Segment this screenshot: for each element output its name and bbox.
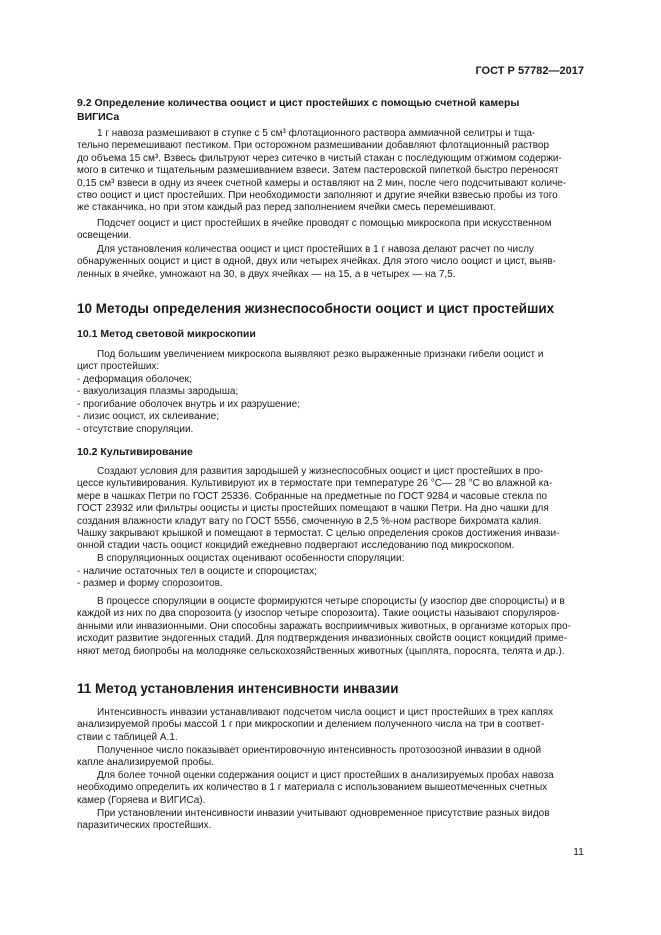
text-line: исходит развитие эндогенных стадий. Для подтверждения инвазионных свойств ооцист кокцидий приме-: [77, 633, 568, 645]
text-line: Создают условия для развития зародышей у жизнеспособных ооцист и цист простейших в про-: [97, 466, 544, 477]
text-line: При установлении интенсивности инвазии учитывают одновременное присутствие разных видов: [97, 808, 550, 819]
text-line: В споруляционных ооцистах оценивают особенности споруляции:: [97, 553, 405, 564]
text-line: В процессе споруляции в ооцисте формируются четыре спороцисты (у изоспор две спороцисты) и в: [97, 596, 565, 607]
text-line: Подсчет ооцист и цист простейших в ячейке проводят с помощью микроскопа при искусственном: [97, 218, 552, 229]
section-10-1-intro: [77, 349, 585, 374]
section-10-2-title: 10.2 Культивирование: [77, 446, 193, 458]
list-item: - наличие остаточных тел в ооцисте и спороцистах;: [77, 566, 317, 577]
text-line: ленных в ячейке, умножают на 30, в двух ячейках — на 15, а в четырех — на 7,5.: [77, 268, 456, 280]
section-9-2-paragraph-3: [77, 244, 585, 281]
text-line: цист простейших:: [77, 361, 160, 373]
text-line: капле анализируемой пробы.: [77, 757, 214, 769]
text-line: 0,15 см³ взвеси в одну из ячеек счетной камеры и оставляют на 2 мин, после чего подсчитывают количе-: [77, 177, 567, 189]
text-line: онной стадии часть ооцист кокцидий ежедневно подвергают исследованию под микроскопом.: [77, 540, 515, 552]
text-line: каждой из них по два спорозоита (у изоспор четыре спорозоита). Такие ооцисты называют споруляров-: [77, 608, 560, 620]
section-10-2-paragraph-3: [77, 596, 585, 658]
text-line: анными или инвазионными. Они способны заражать восприимчивых животных, в организме которых про-: [77, 620, 571, 632]
text-line: мере в чашках Петри по ГОСТ 25336. Собранные на предметные по ГОСТ 9284 и часовые стекла по: [77, 490, 548, 502]
section-10-2-paragraph-2: [77, 553, 585, 565]
section-11-paragraph-4: [77, 808, 585, 833]
text-line: ство ооцист и цист простейших. При необходимости заполняют и другие ячейки взвесью пробы из того: [77, 190, 558, 202]
document-header: ГОСТ Р 57782—2017: [475, 65, 584, 77]
text-line: Чашку закрывают крышкой и помещают в термостат. С целью определения сроков достижения инвази-: [77, 528, 560, 540]
text-line: ГОСТ 23932 или фильтры ооцисты и цисты простейших помещают в чашки Петри. На дно чашки для: [77, 503, 549, 515]
text-line: создания влажности кладут вату по ГОСТ 5556, смоченную в 2,5 %-ном растворе бихромата калия.: [77, 515, 542, 527]
list-item: - вакуолизация плазмы зародыша;: [77, 386, 239, 398]
text-line: освещении.: [77, 230, 132, 242]
list-item: - лизис ооцист, их склеивание;: [77, 411, 219, 423]
section-9-2-paragraph-1: [77, 128, 585, 215]
text-line: Полученное число показывает ориентировочную интенсивность протозоозной инвазии в одной: [97, 745, 542, 756]
list-item: - прогибание оболочек внутрь и их разрушение;: [77, 398, 301, 410]
text-line: Для более точной оценки содержания ооцист и цист простейших в анализируемых пробах навоза: [97, 770, 554, 781]
section-10-2-list: [77, 566, 585, 591]
text-line: необходимо определить их количество в 1 г материала с использованием вышеотмеченных счетных: [77, 782, 548, 794]
section-10-title: 10 Методы определения жизнеспособности ооцист и цист простейших: [77, 301, 555, 316]
text-line: 1 г навоза размешивают в ступке с 5 см³ флотационного раствора аммиачной селитры и тща-: [97, 128, 536, 139]
list-item: - деформация оболочек;: [77, 374, 192, 385]
text-line: Интенсивность инвазии устанавливают подсчетом числа ооцист и цист простейших в трех каплях: [97, 707, 554, 718]
text-line: паразитических простейших.: [77, 820, 212, 832]
section-9-2-title-line1: 9.2 Определение количества ооцист и цист простейших с помощью счетной камеры: [77, 97, 520, 109]
text-line: цессе культивирования. Культивируют их в термостате при температуре 26 °С— 28 °С во влажной ка-: [77, 478, 553, 490]
section-10-1-title: 10.1 Метод световой микроскопии: [77, 328, 256, 340]
section-10-1-list: [77, 374, 585, 436]
section-11-paragraph-2: [77, 745, 585, 770]
section-11-title: 11 Метод установления интенсивности инвазии: [77, 681, 399, 696]
text-line: анализируемой пробы массой 1 г при микроскопии и делением полученного числа на три в соответ-: [77, 719, 545, 731]
page-number: 11: [573, 846, 584, 858]
section-9-2-title-line2: ВИГИСа: [77, 110, 120, 123]
text-line: же стаканчика, но при этом каждый раз перед заполнением ячейки смесь перемешивают.: [77, 202, 496, 214]
text-line: няют метод биопробы на молодняке сельскохозяйственных животных (цыплята, поросята, телята и др.).: [77, 645, 565, 657]
text-line: Для установления количества ооцист и цист простейших в 1 г навоза делают расчет по числу: [97, 244, 534, 255]
text-line: мого в ситечко и тщательным размешиванием взвеси. Затем пастеровской пипеткой быстро переносят: [77, 165, 559, 177]
text-line: тельно перемешивают пестиком. При осторожном размешивании добавляют флотационный раствор: [77, 140, 550, 152]
section-9-2-paragraph-2: [77, 218, 585, 243]
text-line: Под большим увеличением микроскопа выявляют резко выраженные признаки гибели ооцист и: [97, 349, 544, 360]
text-line: до объема 15 см³. Взвесь фильтруют через ситечко в чистый стакан с последующим отжимом содержи-: [77, 152, 562, 164]
list-item: - размер и форму спорозоитов.: [77, 578, 223, 590]
text-line: ствии с таблицей А.1.: [77, 731, 178, 743]
section-11-paragraph-1: [77, 707, 585, 744]
list-item: - отсутствие споруляции.: [77, 423, 194, 435]
section-10-2-paragraph-1: [77, 466, 585, 553]
section-9-2-title: [77, 97, 585, 124]
section-11-paragraph-3: [77, 770, 585, 807]
text-line: обнаруженных ооцист и цист в одной, двух или четырех ячейках. Для этого число ооцист и цист, выяв-: [77, 256, 557, 268]
text-line: камер (Горяева и ВИГИСа).: [77, 794, 206, 806]
